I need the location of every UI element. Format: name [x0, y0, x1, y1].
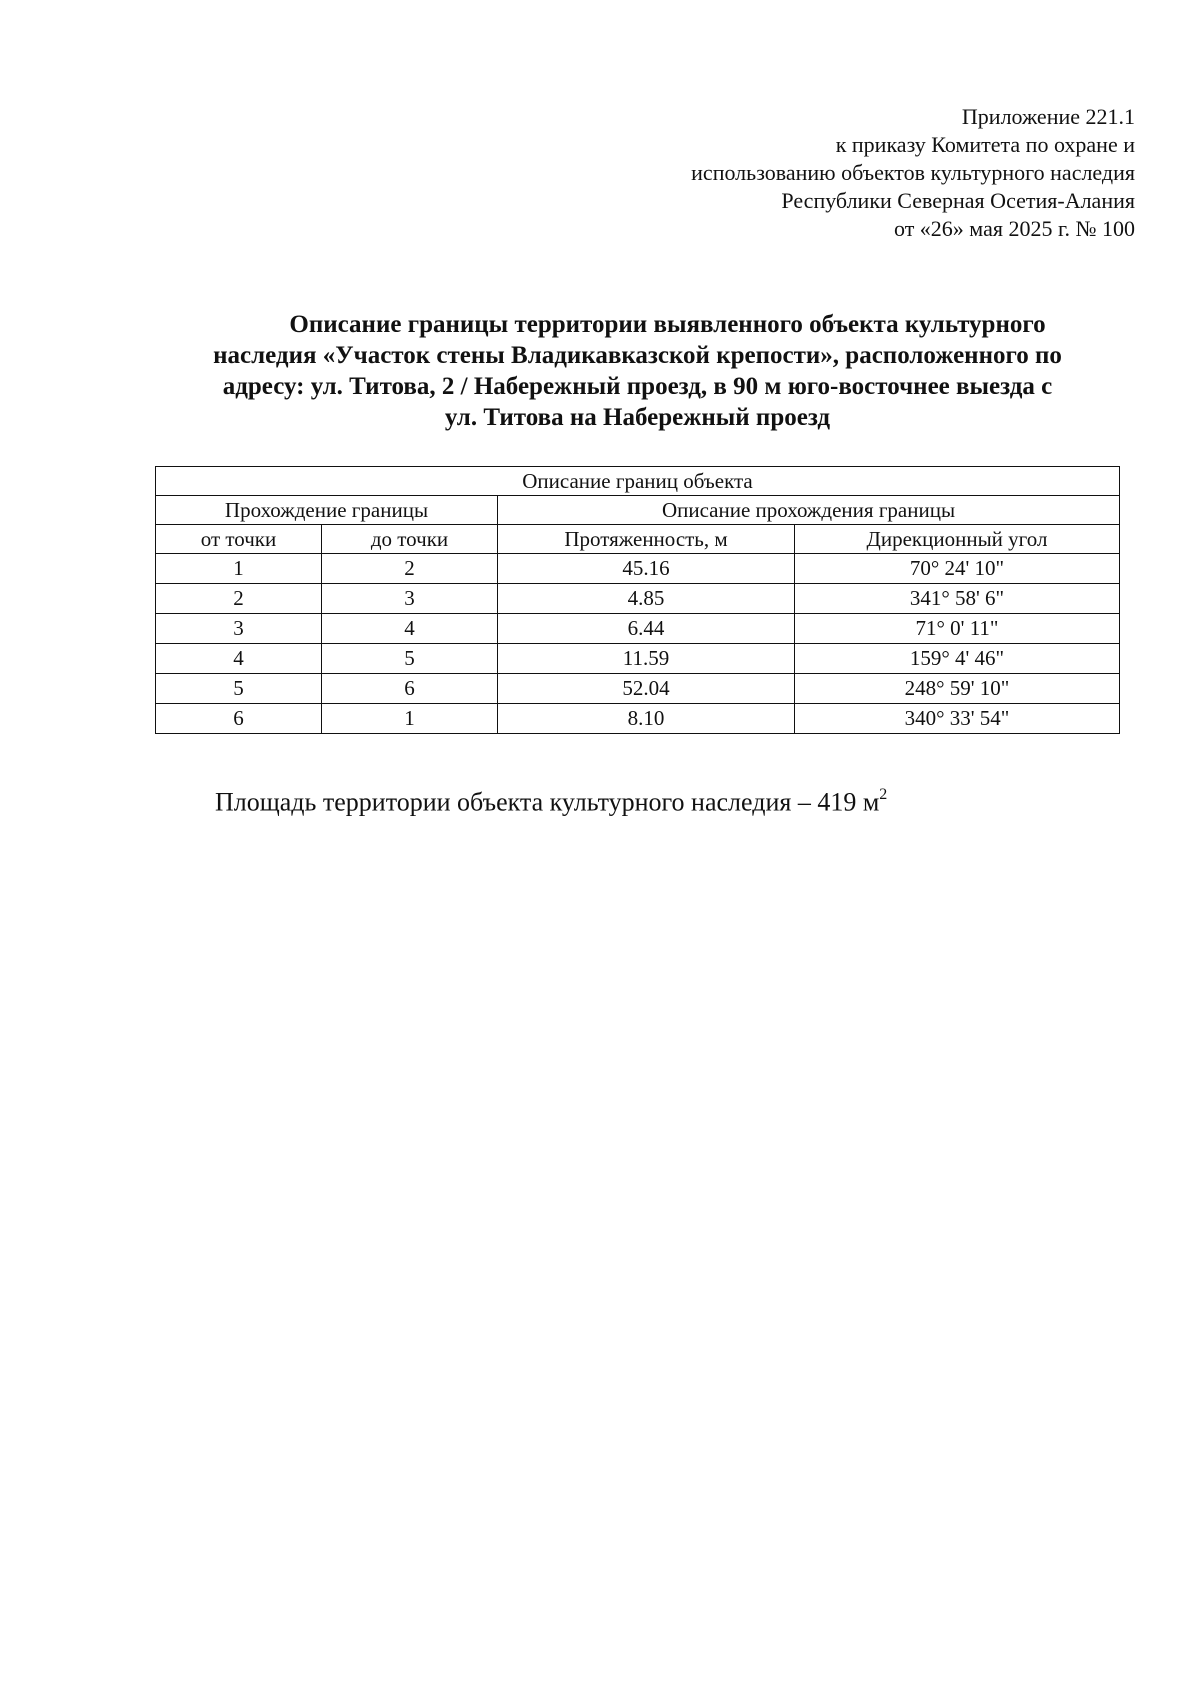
bearing-cell: 248° 59' 10": [795, 674, 1120, 704]
table-row: [156, 674, 1120, 704]
table-row: [156, 704, 1120, 734]
document-title: [155, 309, 1120, 433]
column-header-length: Протяженность, м: [498, 525, 795, 554]
table-caption: Описание границ объекта: [156, 467, 1120, 496]
title-line: ул. Титова на Набережный проезд: [444, 404, 831, 431]
length-cell: 6.44: [498, 614, 795, 644]
length-cell: 45.16: [498, 554, 795, 584]
to-point-cell: 1: [322, 704, 498, 734]
table-column-header-row: [156, 525, 1120, 554]
boundary-table: [155, 466, 1120, 734]
table-group-header-row: [156, 496, 1120, 525]
from-point-cell: 5: [156, 674, 322, 704]
bearing-cell: 340° 33' 54": [795, 704, 1120, 734]
bearing-cell: 341° 58' 6": [795, 584, 1120, 614]
to-point-cell: 2: [322, 554, 498, 584]
order-reference-line-2: использованию объектов культурного наследия: [691, 160, 1135, 185]
column-header-bearing: Дирекционный угол: [795, 525, 1120, 554]
from-point-cell: 6: [156, 704, 322, 734]
group-header-passage-description: Описание прохождения границы: [498, 496, 1120, 525]
territory-area: [215, 781, 887, 819]
appendix-number: Приложение 221.1: [961, 104, 1135, 129]
length-cell: 4.85: [498, 584, 795, 614]
length-cell: 8.10: [498, 704, 795, 734]
from-point-cell: 3: [156, 614, 322, 644]
length-cell: 11.59: [498, 644, 795, 674]
from-point-cell: 1: [156, 554, 322, 584]
title-line: Описание границы территории выявленного объекта культурного: [289, 311, 1046, 338]
bearing-cell: 70° 24' 10": [795, 554, 1120, 584]
to-point-cell: 4: [322, 614, 498, 644]
area-text: Площадь территории объекта культурного наследия – 419 м: [215, 787, 880, 817]
to-point-cell: 3: [322, 584, 498, 614]
appendix-header: [575, 103, 1135, 243]
from-point-cell: 2: [156, 584, 322, 614]
column-header-from-point: от точки: [156, 525, 322, 554]
table-row: [156, 614, 1120, 644]
table-row: [156, 644, 1120, 674]
table-row: [156, 554, 1120, 584]
table-row: [156, 584, 1120, 614]
table-caption-row: [156, 467, 1120, 496]
order-date-number: от «26» мая 2025 г. № 100: [893, 216, 1135, 241]
column-header-to-point: до точки: [322, 525, 498, 554]
bearing-cell: 159° 4' 46": [795, 644, 1120, 674]
title-line: наследия «Участок стены Владикавказской крепости», расположенного по: [213, 342, 1062, 369]
from-point-cell: 4: [156, 644, 322, 674]
length-cell: 52.04: [498, 674, 795, 704]
group-header-boundary-passage: Прохождение границы: [156, 496, 498, 525]
title-line: адресу: ул. Титова, 2 / Набережный проезд, в 90 м юго-восточнее выезда с: [222, 373, 1053, 400]
order-reference-line-1: к приказу Комитета по охране и: [835, 132, 1135, 157]
to-point-cell: 6: [322, 674, 498, 704]
bearing-cell: 71° 0' 11": [795, 614, 1120, 644]
order-reference-line-3: Республики Северная Осетия-Алания: [781, 188, 1135, 213]
area-unit-superscript: 2: [879, 786, 888, 803]
to-point-cell: 5: [322, 644, 498, 674]
